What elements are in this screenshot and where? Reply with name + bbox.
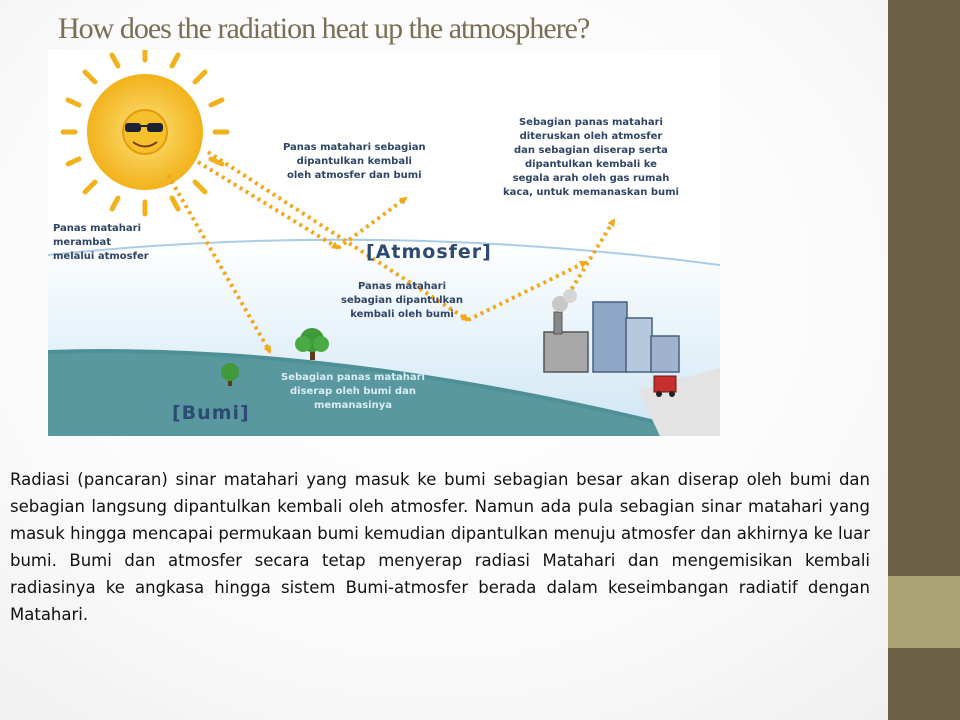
label-line: dipantulkan kembali ke xyxy=(525,159,657,170)
label-line: dipantulkan kembali xyxy=(296,156,412,167)
label-reflected-by-atmosphere xyxy=(283,141,426,183)
label-line: diteruskan oleh atmosfer xyxy=(519,131,663,142)
label-line: melalui atmosfer xyxy=(53,251,149,262)
label-reflected-by-earth xyxy=(341,280,463,322)
slide-title: How does the radiation heat up the atmosphere? xyxy=(58,12,590,45)
label-line: Sebagian panas matahari xyxy=(518,117,663,128)
label-absorbed-by-earth xyxy=(281,371,425,413)
label-sun-through-atmosphere xyxy=(53,222,149,264)
label-line: Panas matahari sebagian xyxy=(283,142,426,153)
label-line: oleh atmosfer dan bumi xyxy=(286,170,422,181)
label-line: dan sebagian diserap serta xyxy=(514,145,668,156)
label-line: Sebagian panas matahari xyxy=(281,372,425,383)
label-line: kembali oleh bumi xyxy=(350,309,454,320)
label-line: diserap oleh bumi dan xyxy=(290,386,416,397)
label-line: sebagian dipantulkan xyxy=(341,295,464,306)
radiation-diagram xyxy=(48,50,720,436)
label-absorbed-and-reemitted xyxy=(503,116,679,200)
sun-icon xyxy=(63,50,227,214)
label-line: Panas matahari xyxy=(357,281,447,292)
atmosphere-label: [Atmosfer] xyxy=(366,241,492,263)
body-paragraph: Radiasi (pancaran) sinar matahari yang masuk ke bumi sebagian besar akan diserap oleh bumi dan sebagian langsung dipantulkan kembali oleh atmosfer. Namun ada pula sebagian sinar matahari yang masuk hingga mencapai permukaan bumi kemudian dipantulkan menuju atmosfer dan akhirnya ke luar bumi. Bumi dan atmosfer secara tetap menyerap radiasi Matahari dan mengemisikan kembali radiasinya ke angkasa hingga sistem Bumi-atmosfer berada dalam keseimbangan radiatif dengan Matahari. xyxy=(10,470,870,624)
label-line: merambat xyxy=(53,237,111,248)
label-line: kaca, untuk memanaskan bumi xyxy=(503,187,679,198)
label-line: memanasinya xyxy=(313,400,392,411)
earth-label: [Bumi] xyxy=(172,402,250,424)
label-line: Panas matahari xyxy=(53,223,142,234)
label-line: segala arah oleh gas rumah xyxy=(512,173,670,184)
sidebar-accent-block xyxy=(888,576,960,648)
